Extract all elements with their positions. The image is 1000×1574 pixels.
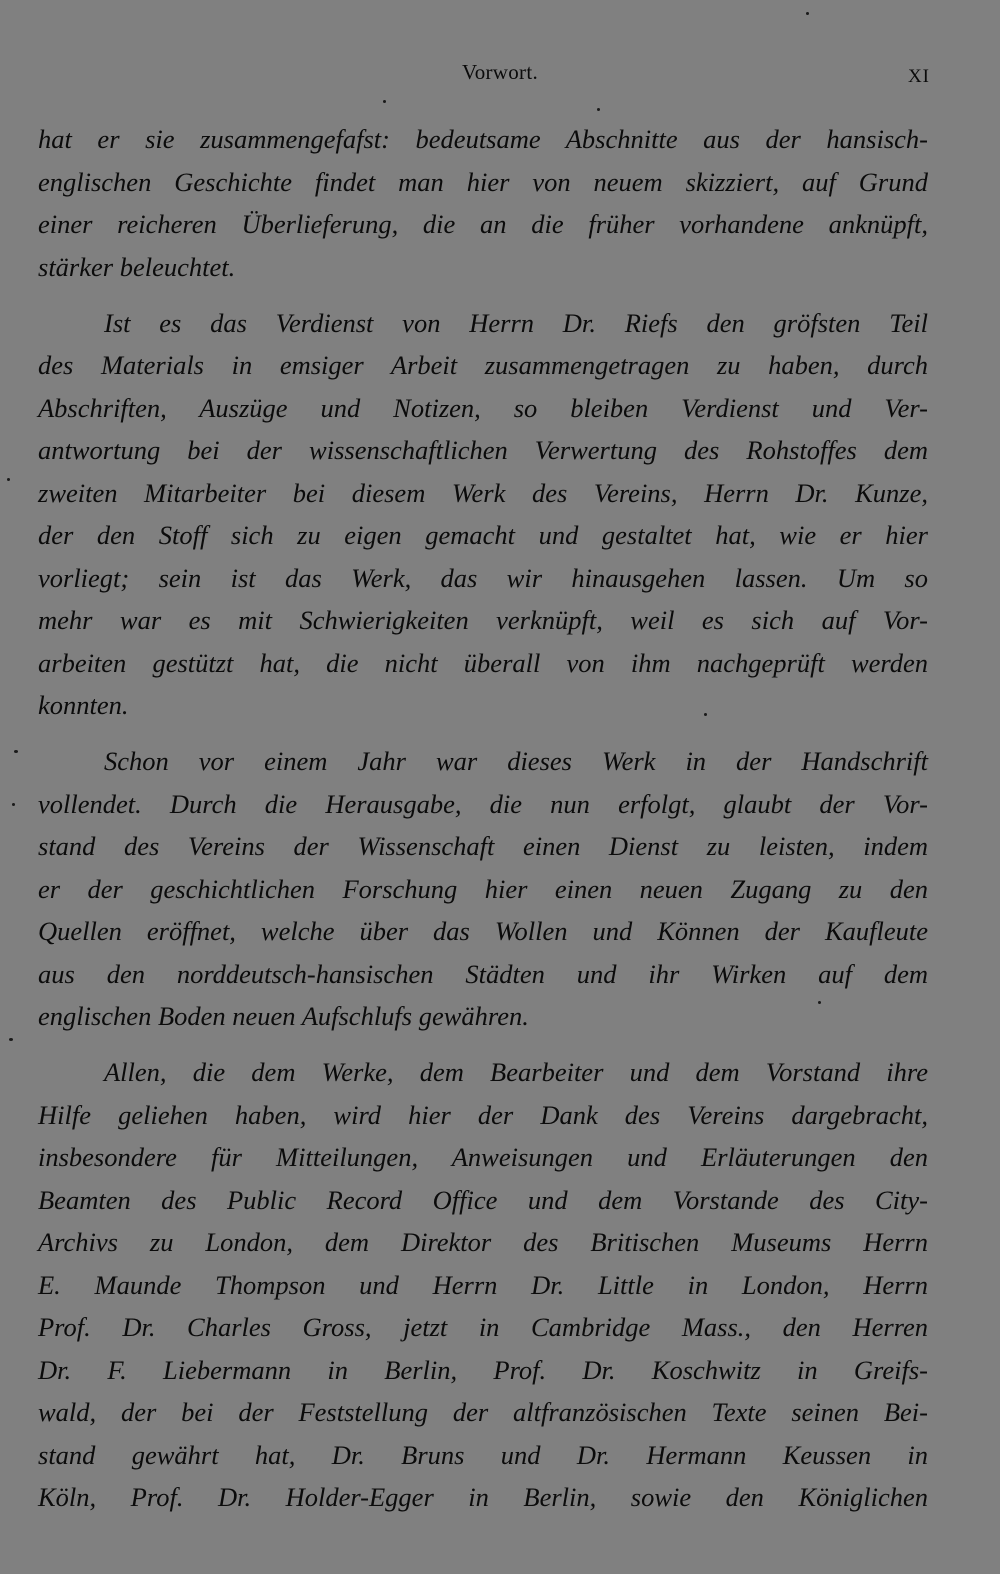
scan-speck <box>14 750 18 753</box>
text-line: der den Stoff sich zu eigen gemacht und gestaltet hat, wie er hier <box>38 520 928 550</box>
text-line: stand des Vereins der Wissenschaft einen Dienst zu leisten, indem <box>38 831 928 861</box>
text-line: konnten. <box>38 690 129 720</box>
text-line: englischen Geschichte findet man hier von neuem skizziert, auf Grund <box>38 166 928 197</box>
text-line: Köln, Prof. Dr. Holder-Egger in Berlin, sowie den Königlichen <box>38 1482 928 1512</box>
text-line: aus den norddeutsch-hansischen Städten und ihr Wirken auf dem <box>38 958 928 989</box>
text-line: zweiten Mitarbeiter bei diesem Werk des Vereins, Herrn Dr. Kunze, <box>38 477 928 508</box>
scan-speck <box>704 713 707 716</box>
paragraph <box>38 740 928 1038</box>
text-line: englischen Boden neuen Aufschlufs gewähren. <box>38 1001 529 1031</box>
page-header <box>0 60 1000 90</box>
text-line: Dr. F. Liebermann in Berlin, Prof. Dr. Koschwitz in Greifs- <box>38 1354 928 1385</box>
text-line: des Materials in emsiger Arbeit zusammengetragen zu haben, durch <box>38 350 928 380</box>
text-line: wald, der bei der Feststellung der altfranzösischen Texte seinen Bei- <box>38 1397 928 1427</box>
text-line: er der geschichtlichen Forschung hier einen neuen Zugang zu den <box>38 873 928 904</box>
text-line: einer reicheren Überlieferung, die an die früher vorhandene anknüpft, <box>38 209 928 239</box>
paragraph <box>38 118 928 288</box>
running-title: Vorwort. <box>461 60 539 84</box>
text-line: Prof. Dr. Charles Gross, jetzt in Cambridge Mass., den Herren <box>38 1312 928 1342</box>
scan-speck <box>818 1001 821 1004</box>
page-number: XI <box>907 66 930 87</box>
text-line: Schon vor einem Jahr war dieses Werk in der Handschrift <box>104 746 928 776</box>
text-line: stärker beleuchtet. <box>38 251 236 282</box>
body-text <box>38 118 928 1519</box>
text-line: arbeiten gestützt hat, die nicht überall von ihm nachgeprüft werden <box>38 647 928 678</box>
text-line: Beamten des Public Record Office und dem Vorstande des City- <box>38 1184 928 1215</box>
scan-speck <box>12 803 15 806</box>
paragraph <box>38 302 928 727</box>
text-line: vorliegt; sein ist das Werk, das wir hinausgehen lassen. Um so <box>38 562 928 593</box>
text-line: Allen, die dem Werke, dem Bearbeiter und dem Vorstand ihre <box>104 1057 928 1087</box>
text-line: antwortung bei der wissenschaftlichen Verwertung des Rohstoffes dem <box>38 435 928 465</box>
text-line: Quellen eröffnet, welche über das Wollen und Können der Kaufleute <box>38 916 928 946</box>
text-line: Archivs zu London, dem Direktor des Britischen Museums Herrn <box>38 1227 928 1257</box>
text-line: stand gewährt hat, Dr. Bruns und Dr. Hermann Keussen in <box>38 1439 928 1470</box>
text-line: Hilfe geliehen haben, wird hier der Dank des Vereins dargebracht, <box>38 1099 928 1130</box>
scan-speck <box>806 12 809 15</box>
paragraph <box>38 1051 928 1519</box>
scan-speck <box>7 478 10 481</box>
text-line: hat er sie zusammengefafst: bedeutsame Abschnitte aus der hansisch- <box>38 124 928 154</box>
text-line: vollendet. Durch die Herausgabe, die nun erfolgt, glaubt der Vor- <box>38 788 928 819</box>
scan-speck <box>597 108 600 111</box>
text-line: E. Maunde Thompson und Herrn Dr. Little in London, Herrn <box>38 1269 928 1300</box>
text-line: insbesondere für Mitteilungen, Anweisungen und Erläuterungen den <box>38 1142 928 1172</box>
text-line: mehr war es mit Schwierigkeiten verknüpft, weil es sich auf Vor- <box>38 605 928 635</box>
text-line: Ist es das Verdienst von Herrn Dr. Riefs den gröfsten Teil <box>104 307 928 338</box>
scan-speck <box>383 100 386 103</box>
text-line: Abschriften, Auszüge und Notizen, so bleiben Verdienst und Ver- <box>38 392 928 423</box>
scan-speck <box>9 1038 13 1041</box>
